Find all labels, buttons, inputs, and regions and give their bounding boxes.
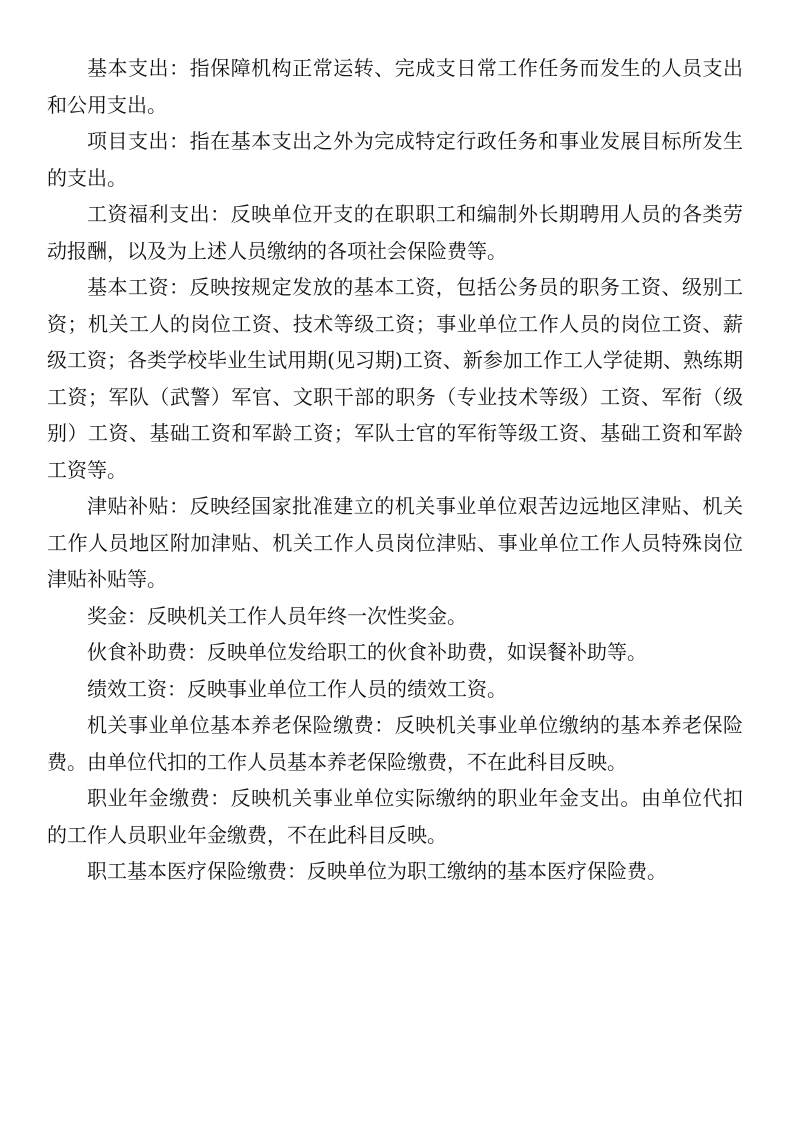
term-label: 基本支出： <box>87 56 190 80</box>
term-label: 工资福利支出： <box>87 202 231 226</box>
term-label: 职工基本医疗保险缴费： <box>87 859 307 883</box>
definition-text: 指保障机构正常运转、完成支日常工作任务而发生的人员支出和公用支出。 <box>47 56 744 117</box>
definition-text: 反映机关工作人员年终一次性奖金。 <box>147 603 467 628</box>
term-label: 津贴补贴： <box>87 494 190 518</box>
definition-text: 反映单位为职工缴纳的基本医疗保险费。 <box>307 859 667 883</box>
definition-text: 反映单位发给职工的伙食补助费，如误餐补助等。 <box>207 640 647 664</box>
paragraph-occupational-annuity <box>47 780 743 853</box>
definition-text: 反映事业单位工作人员的绩效工资。 <box>187 676 507 701</box>
paragraph-pension-insurance <box>47 707 743 780</box>
paragraph-basic-wage <box>47 269 743 488</box>
term-label: 伙食补助费： <box>87 640 207 664</box>
definition-text: 反映机关事业单位实际缴纳的职业年金支出。由单位代扣的工作人员职业年金缴费，不在此科目反映。 <box>47 786 744 847</box>
definition-text: 反映单位开支的在职职工和编制外长期聘用人员的各类劳动报酬，以及为上述人员缴纳的各项社会保险费等。 <box>47 202 744 263</box>
definition-text: 反映机关事业单位缴纳的基本养老保险费。由单位代扣的工作人员基本养老保险缴费，不在此科目反映。 <box>47 713 744 774</box>
paragraph-allowance <box>47 488 743 598</box>
term-label: 机关事业单位基本养老保险缴费： <box>87 713 395 737</box>
term-label: 奖金： <box>87 603 147 628</box>
paragraph-performance-wage <box>47 671 743 708</box>
term-label: 项目支出： <box>87 129 190 153</box>
paragraph-meal-subsidy <box>47 634 743 671</box>
paragraph-medical-insurance <box>47 853 743 890</box>
paragraph-basic-expenditure <box>47 50 743 123</box>
definition-text: 指在基本支出之外为完成特定行政任务和事业发展目标所发生的支出。 <box>47 129 744 190</box>
definition-text: 反映经国家批准建立的机关事业单位艰苦边远地区津贴、机关工作人员地区附加津贴、机关工作人员岗位津贴、事业单位工作人员特殊岗位津贴补贴等。 <box>47 494 744 591</box>
paragraph-wage-welfare <box>47 196 743 269</box>
paragraph-bonus <box>47 598 743 635</box>
term-label: 基本工资： <box>87 275 190 299</box>
term-label: 绩效工资： <box>87 676 187 701</box>
term-label: 职业年金缴费： <box>87 786 231 810</box>
paragraph-project-expenditure <box>47 123 743 196</box>
document-page <box>47 50 743 890</box>
definition-text: 反映按规定发放的基本工资，包括公务员的职务工资、级别工资；机关工人的岗位工资、技术等级工资；事业单位工作人员的岗位工资、薪级工资；各类学校毕业生试用期(见习期)工资、新参加工作工人学徒期、熟练期工资；军队（武警）军官、文职干部的职务（专业技术等级）工资、军衔（级别）工资、基础工资和军龄工资；军队士官的军衔等级工资、基础工资和军龄工资等。 <box>47 275 744 482</box>
